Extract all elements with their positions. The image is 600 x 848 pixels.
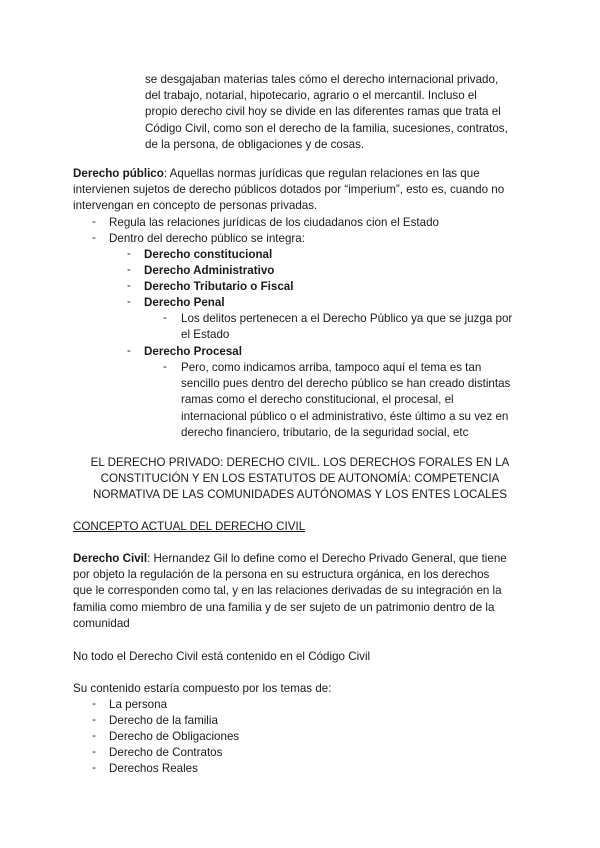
derecho-publico-definition: : Aquellas normas jurídicas que regulan relaciones en las que [163, 167, 480, 180]
list-item: Dentro del derecho público se integra: [109, 232, 305, 245]
bullet-dash: - [92, 761, 96, 774]
intro-line: del trabajo, notarial, hipotecario, agrario o el mercantil. Incluso el [145, 89, 477, 103]
list-item: Derecho de Obligaciones [109, 730, 240, 743]
derecho-publico-paragraph [73, 166, 504, 215]
bullet-dash: - [127, 247, 131, 260]
intro-paragraph [145, 72, 508, 153]
list-item: Derecho constitucional [144, 248, 273, 261]
derecho-publico-line: intervengan en concepto de personas privadas. [73, 199, 318, 213]
bullet-dash: - [92, 729, 96, 742]
bullet-dash: - [92, 215, 96, 228]
bullet-dash: - [92, 697, 96, 710]
concepto-title: CONCEPTO ACTUAL DEL DERECHO CIVIL [73, 520, 306, 533]
list-item: La persona [109, 698, 168, 711]
codigo-civil-note: No todo el Derecho Civil está contenido en el Código Civil [73, 650, 371, 663]
derecho-civil-paragraph: Derecho Civil: Hernandez Gil lo define como el Derecho Privado General, que tiene por objeto la regulación de la persona en su estructura orgánica, en los derechos que le corresponden como tal, y en las relaciones derivadas de su integración en la familia como miembro de una familia y de ser sujeto de un patrimonio dentro de la comunidad [73, 552, 507, 630]
contenido-intro: Su contenido estaría compuesto por los temas de: [73, 682, 332, 695]
derecho-publico-term: Derecho público [73, 167, 164, 180]
procesal-note: Pero, como indicamos arriba, tampoco aquí el tema es tan sencillo pues dentro del derecho público se han creado distintas ramas como el derecho constitucional, el procesal, el internacional público o el administrativo, éste último a su vez en derecho financiero, tributario, de la seguridad social, etc [181, 361, 511, 439]
list-item: Derecho Administrativo [144, 264, 275, 277]
intro-line: se desgajaban materias tales cómo el derecho internacional privado, [145, 73, 499, 86]
bullet-dash: - [127, 344, 131, 357]
list-item: Derecho Penal [144, 296, 225, 309]
bullet-dash: - [92, 745, 96, 758]
penal-note: Los delitos pertenecen a el Derecho Público ya que se juzga por el Estado [181, 312, 513, 342]
intro-line: propio derecho civil hoy se divide en las diferentes ramas que trata el [145, 105, 501, 119]
list-item: Derecho de la familia [109, 714, 218, 727]
bullet-dash: - [127, 279, 131, 292]
list-item: Derecho Procesal [144, 345, 242, 358]
bullet-dash: - [127, 263, 131, 276]
list-item: Derecho de Contratos [109, 746, 223, 759]
list-item: Derecho Tributario o Fiscal [144, 280, 294, 293]
intro-line: de la persona, de obligaciones y de cosas. [145, 137, 365, 151]
bullet-dash: - [92, 231, 96, 244]
list-item: Regula las relaciones jurídicas de los ciudadanos cion el Estado [109, 216, 439, 229]
bullet-dash: - [127, 295, 131, 308]
bullet-dash: - [92, 713, 96, 726]
bullet-dash: - [163, 360, 167, 373]
bullet-dash: - [163, 311, 167, 324]
derecho-civil-term: Derecho Civil [73, 552, 148, 565]
section-heading: EL DERECHO PRIVADO: DERECHO CIVIL. LOS DERECHOS FORALES EN LA CONSTITUCIÓN Y EN LOS ESTATUTOS DE AUTONOMÍA: COMPETENCIA NORMATIVA DE LAS COMUNIDADES AUTÓNOMAS Y LOS ENTES LOCALES [90, 456, 510, 502]
derecho-publico-line: intervienen sujetos de derecho públicos dotados por “imperium”, esto es, cuando no [73, 183, 505, 197]
intro-line: Código Civil, como son el derecho de la familia, sucesiones, contratos, [145, 121, 508, 135]
list-item: Derechos Reales [109, 762, 198, 775]
derecho-civil-definition: : Hernandez Gil lo define como el Derecho Privado General, que tiene [147, 552, 507, 565]
